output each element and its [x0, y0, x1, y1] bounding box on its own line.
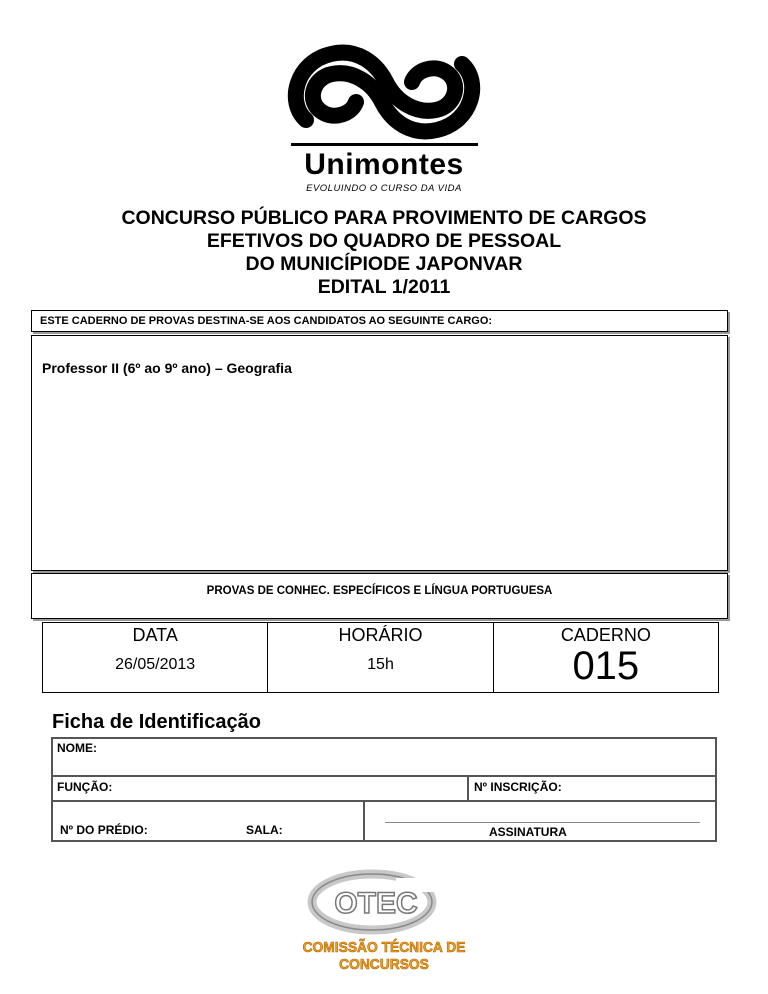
inscricao-label: Nº INSCRIÇÃO: [474, 780, 562, 794]
horario-label: HORÁRIO [338, 625, 423, 645]
data-value: 26/05/2013 [115, 656, 196, 673]
data-label: DATA [132, 625, 178, 645]
logo-name: Unimontes [304, 148, 464, 181]
sala-label: SALA: [246, 823, 283, 837]
caderno-value: 015 [572, 644, 640, 688]
exam-info-table [42, 622, 719, 693]
nome-label: NOME: [57, 741, 97, 755]
page-title [20, 207, 748, 299]
signature-line[interactable] [385, 822, 700, 823]
funcao-label: FUNÇÃO: [57, 780, 113, 794]
title-line-2: EFETIVOS DO QUADRO DE PESSOAL [206, 230, 562, 252]
unimontes-logo-icon [286, 42, 482, 142]
caderno-label: CADERNO [560, 625, 651, 645]
data-column [43, 623, 268, 692]
assinatura-label: ASSINATURA [489, 825, 567, 839]
otec-logo-icon [306, 868, 444, 938]
provas-box [31, 573, 728, 619]
funcao-row [53, 775, 715, 802]
title-line-1: CONCURSO PÚBLICO PARA PROVIMENTO DE CARGOS [121, 207, 647, 229]
funcao-divider [467, 775, 469, 800]
comissao-text: COMISSÃO TÉCNICA DE CONCURSOS [302, 939, 466, 973]
predio-label: Nº DO PRÉDIO: [60, 823, 148, 837]
caderno-column [494, 623, 718, 692]
cargo-box [31, 335, 728, 571]
ficha-title: Ficha de Identificação [52, 711, 261, 733]
cargo-value: Professor II (6º ao 9º ano) – Geografia [42, 360, 292, 376]
predio-row [53, 800, 715, 840]
sala-divider [363, 800, 365, 840]
horario-column [268, 623, 493, 692]
otec-text: OTEC [334, 887, 418, 920]
logo-slogan: EVOLUINDO O CURSO DA VIDA [306, 183, 462, 194]
logo-divider [291, 143, 478, 146]
nome-row[interactable] [53, 739, 715, 777]
horario-value: 15h [367, 656, 394, 673]
identification-form [51, 737, 717, 842]
title-line-4: EDITAL 1/2011 [317, 276, 451, 298]
cargo-label: ESTE CADERNO DE PROVAS DESTINA-SE AOS CANDIDATOS AO SEGUINTE CARGO: [31, 310, 728, 332]
provas-text: PROVAS DE CONHEC. ESPECÍFICOS E LÍNGUA PORTUGUESA [206, 585, 553, 597]
title-line-3: DO MUNICÍPIODE JAPONVAR [245, 253, 523, 275]
